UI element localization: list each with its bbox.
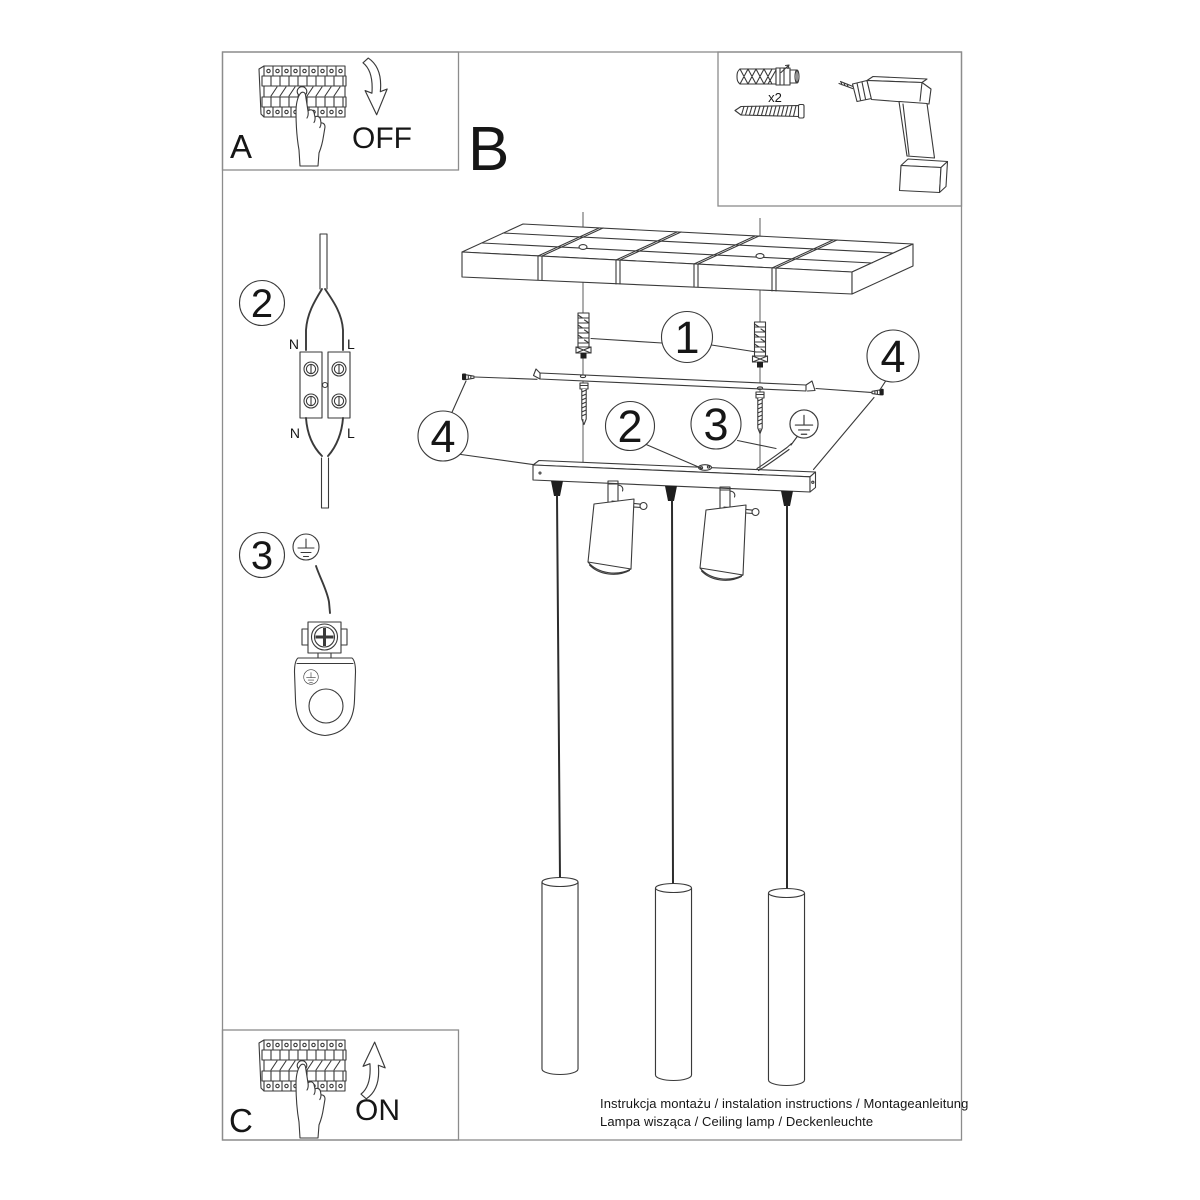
- callout3-leader: [738, 441, 777, 449]
- wire-n-top: [306, 289, 322, 350]
- ground-symbol-icon: [790, 410, 818, 438]
- callout-4-right: [867, 330, 919, 382]
- on-label: ON: [355, 1094, 400, 1127]
- pendant-cable-middle: [672, 501, 673, 885]
- step3-number: 3: [250, 534, 274, 578]
- footer-line2: Lampa wisząca / Ceiling lamp / Deckenleuchte: [600, 1114, 874, 1129]
- terminal-block: [300, 352, 350, 418]
- ground-wire: [757, 436, 798, 471]
- mounting-bracket: [534, 369, 816, 391]
- hand-icon-a: [296, 92, 325, 166]
- screw-horizontal-icon: [735, 105, 804, 119]
- arrow-up-icon: [361, 1042, 385, 1099]
- section-b-label: B: [468, 115, 510, 184]
- callout-3-number: 3: [703, 399, 729, 450]
- side-screw-left-icon: [462, 374, 474, 381]
- callout-1-number: 1: [674, 312, 700, 363]
- label-l-top: L: [347, 336, 355, 352]
- step2-wiring-diagram: [240, 234, 356, 508]
- wire-n-bottom: [306, 418, 322, 456]
- side-screw-right-icon: [872, 389, 884, 396]
- callout-4-left-number: 4: [430, 411, 456, 462]
- mounting-screw-right-icon: [756, 392, 764, 434]
- outer-border: [223, 52, 962, 1140]
- ground-symbol-plate-icon: [304, 670, 319, 685]
- ground-symbol-step3-icon: [293, 534, 319, 560]
- wall-plug-horizontal-icon: [737, 65, 799, 85]
- pendant-tube-right: [769, 889, 805, 1086]
- tools-box: [735, 65, 948, 193]
- pendant-tube-left: [542, 878, 578, 1075]
- panel-c: [229, 1040, 400, 1139]
- wire-l-bottom: [328, 418, 343, 456]
- callout-4-left: [418, 411, 468, 462]
- callout-4-right-number: 4: [880, 331, 906, 382]
- footer-caption: [600, 1096, 968, 1129]
- label-n-bottom: N: [289, 425, 300, 441]
- off-label: OFF: [352, 122, 412, 155]
- wall-plug-right-icon: [753, 322, 768, 368]
- drill-hole-right: [756, 254, 764, 259]
- arrow-down-icon: [363, 58, 387, 115]
- callout-3: [691, 399, 741, 450]
- supply-cable-top: [320, 234, 327, 289]
- footer-line1: Instrukcja montażu / instalation instructions / Montageanleitung: [600, 1096, 969, 1111]
- callout-1: [662, 312, 713, 364]
- label-l-bottom: L: [347, 425, 355, 441]
- panel-a-label: A: [230, 128, 253, 165]
- ground-screw-terminal: [302, 622, 347, 653]
- mounting-plate: [295, 653, 356, 736]
- drill-icon: [839, 77, 948, 193]
- spotlight-left-icon: [588, 481, 647, 574]
- ground-wire-step3: [316, 566, 330, 613]
- step2-number: 2: [250, 282, 274, 326]
- cable-grip-middle: [665, 486, 677, 501]
- callout4-left-leaders: [451, 377, 537, 465]
- drill-hole-left: [579, 245, 587, 250]
- step3-ground-diagram: [240, 533, 356, 736]
- lamp-cable-bottom: [322, 458, 329, 508]
- ceiling-panel: [462, 224, 913, 294]
- spotlight-right-icon: [700, 487, 759, 580]
- callout-2-number: 2: [617, 401, 643, 452]
- panel-c-label: C: [229, 1102, 253, 1139]
- panel-a: [230, 58, 412, 166]
- wall-plug-left-icon: [576, 313, 591, 359]
- exploded-view: [418, 212, 919, 1086]
- pendant-tube-middle: [656, 884, 692, 1081]
- pendant-cable-left: [557, 496, 560, 879]
- wire-l-top: [325, 289, 343, 350]
- label-n-top: N: [288, 336, 299, 352]
- mounting-screw-left-icon: [580, 383, 588, 425]
- cable-grip-right: [781, 491, 793, 506]
- anchor-qty-label: x2: [768, 90, 782, 105]
- cable-grip-left: [551, 481, 563, 496]
- hand-icon-c: [296, 1064, 325, 1138]
